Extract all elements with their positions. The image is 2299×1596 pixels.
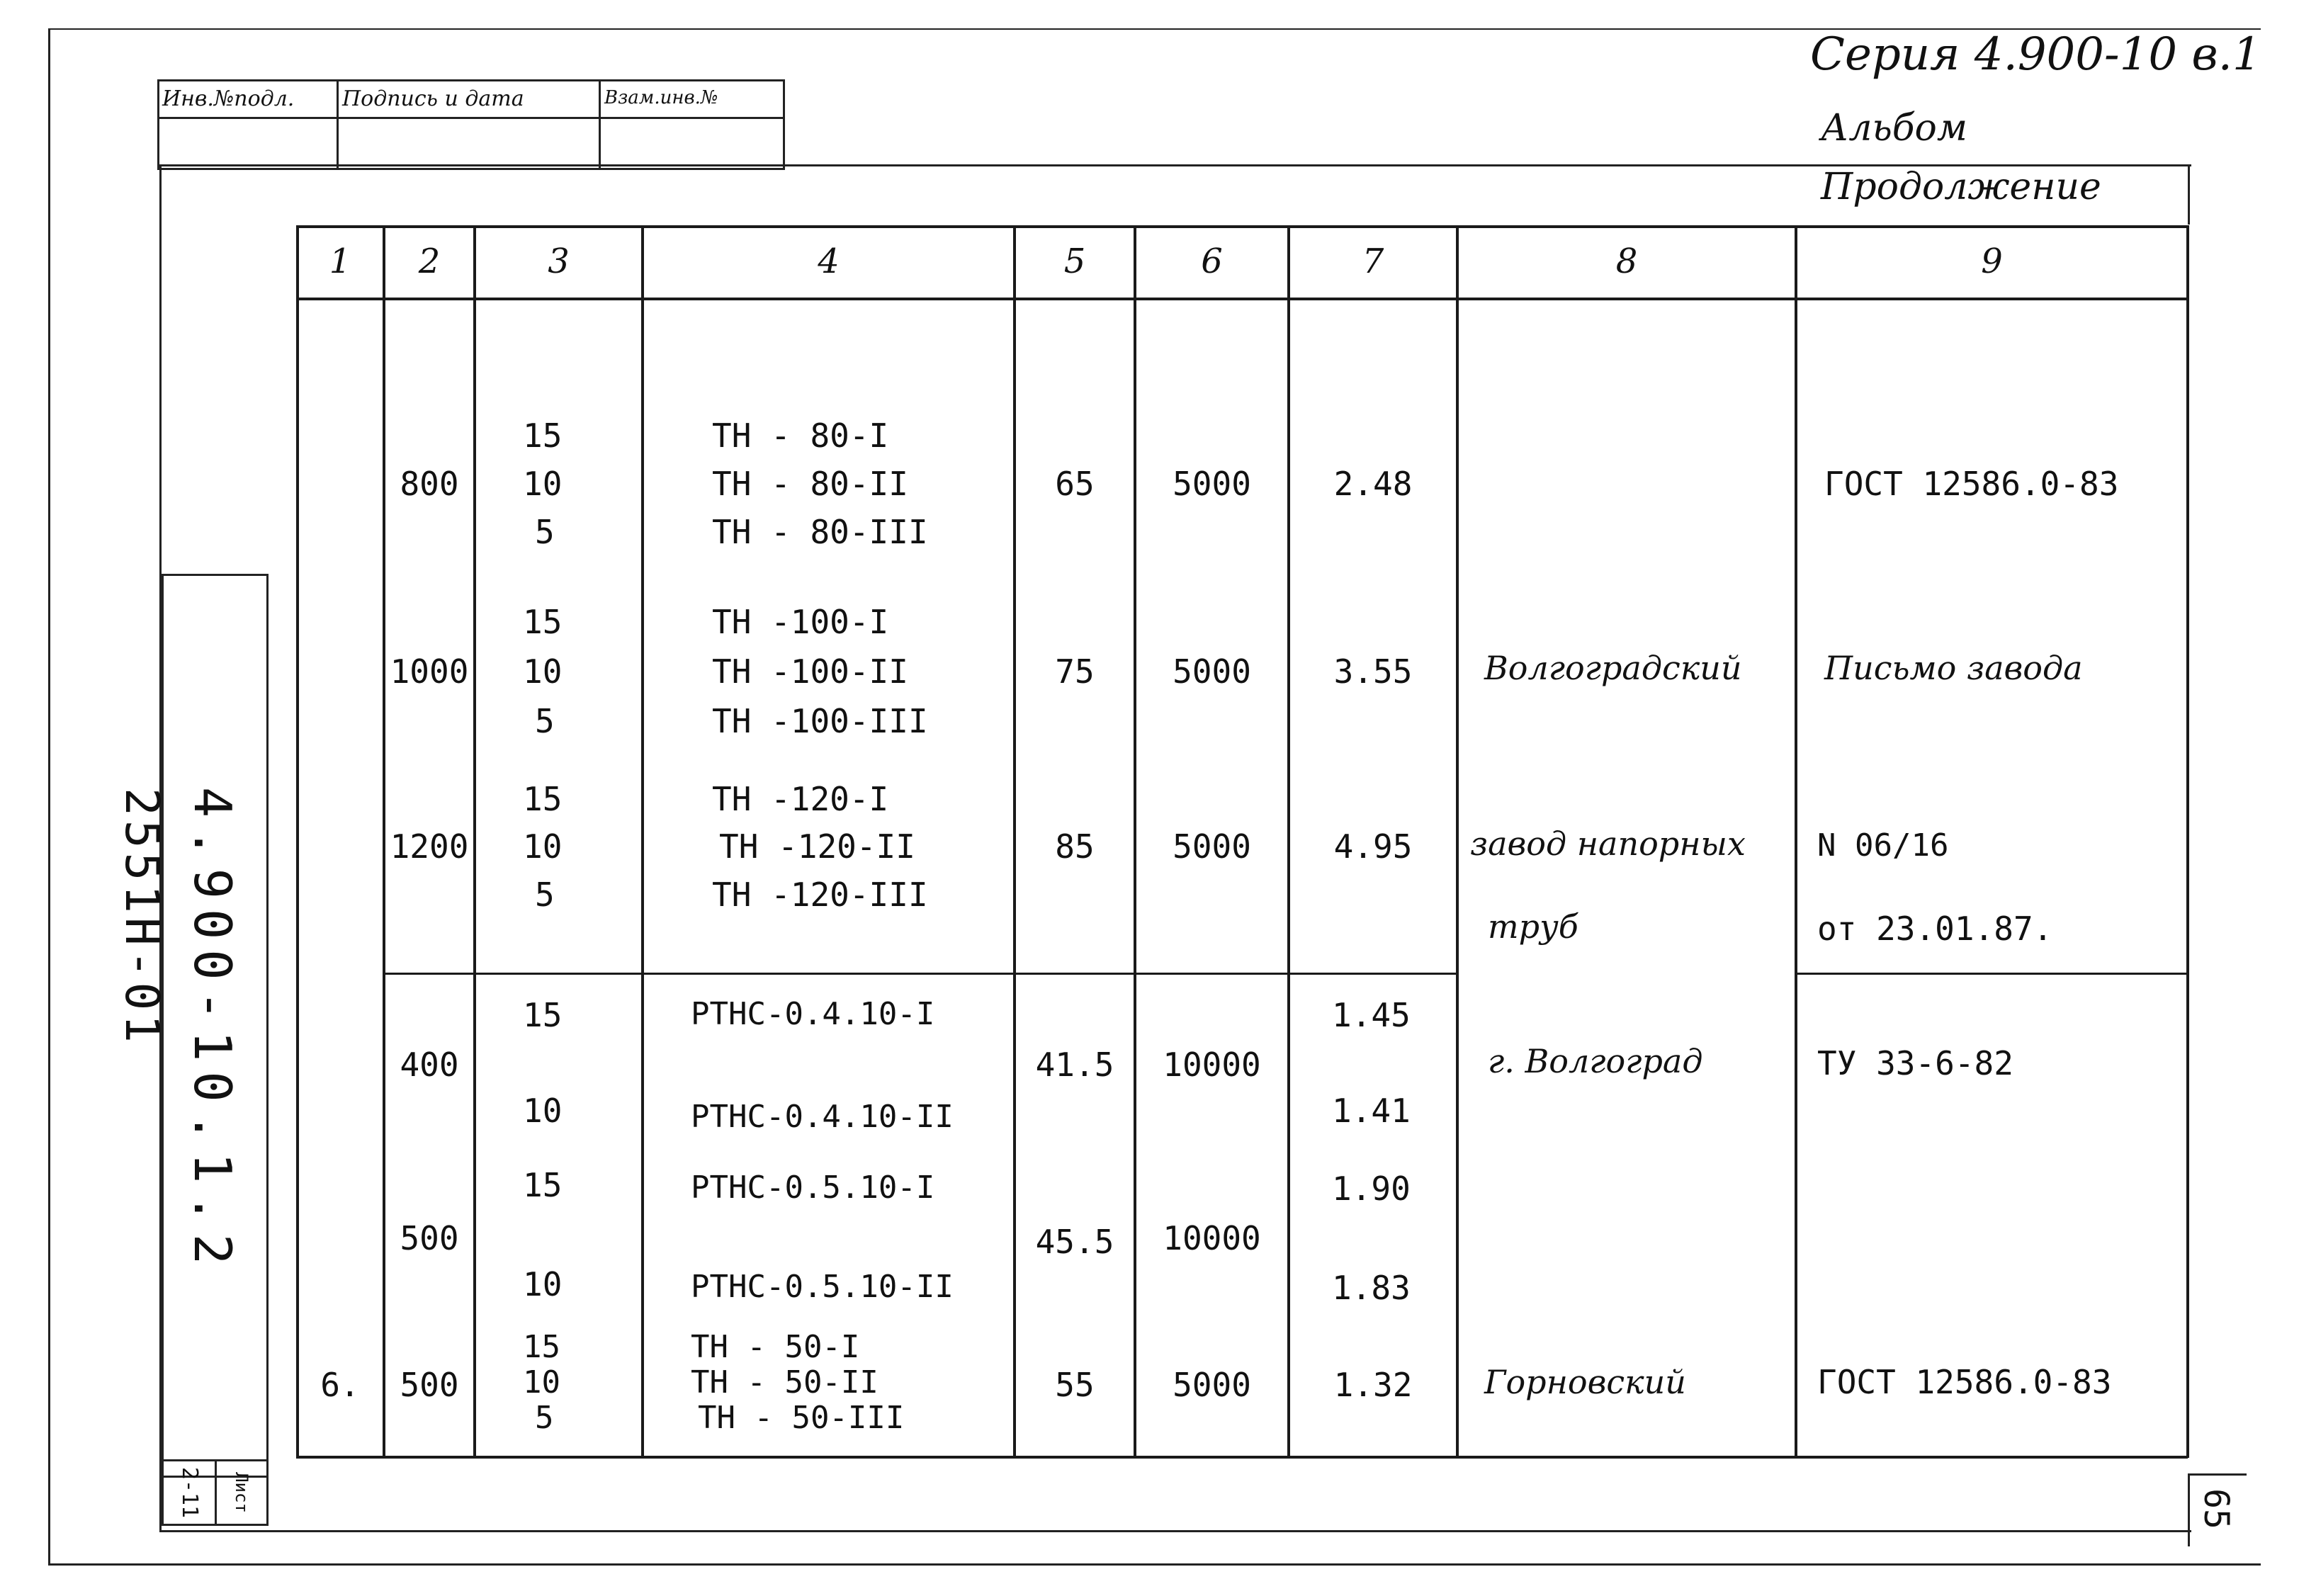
table-row-2-col4-a: ТН -100-I [712,603,889,641]
sheet-label: Лист [232,1472,252,1513]
table-row-4-col9: ТУ 33-6-82 [1817,1044,2013,1082]
table-row-5-col4-b: РТНС-0.5.10-II [691,1269,954,1305]
table-row-1-col4-c: ТН - 80-III [712,513,928,551]
table-row-4-col8: г. Волгоград [1488,1042,1703,1080]
table-row-6-col4-c: ТН - 50-III [698,1400,905,1436]
table-row-6-col4-a: ТН - 50-I [691,1329,860,1365]
table-row-1-col5: 65 [1055,465,1095,503]
table-row-3-col3-a: 15 [523,780,563,818]
table-row-3-col8-b: труб [1488,907,1578,946]
table-row-5-col3-a: 15 [523,1166,563,1204]
stamp-sign-label: Подпись и дата [342,86,524,111]
col-header-4: 4 [818,242,840,281]
table-row-5-col5: 45.5 [1035,1223,1114,1261]
page-number: 65 [2196,1488,2236,1529]
col-header-2: 2 [418,242,441,281]
table-row-2-col4-c: ТН -100-III [712,702,928,740]
table-row-4-col3-b: 10 [523,1092,563,1130]
table-row-2-col7: 3.55 [1333,652,1413,691]
table-row-2-col8: Волгоградский [1484,649,1742,687]
table-row-5-col4-a: РТНС-0.5.10-I [691,1170,935,1206]
table-row-3-col5: 85 [1055,827,1095,866]
table-row-3-col9-a: N 06/16 [1817,827,1949,864]
table-row-2-col4-b: ТН -100-II [712,652,908,691]
col-header-7: 7 [1362,242,1384,281]
table-row-5-col6: 10000 [1163,1219,1261,1257]
table-row-6-col9: ГОСТ 12586.0-83 [1817,1363,2112,1401]
table-row-3-col3-b: 10 [523,827,563,866]
table-row-2-col6: 5000 [1173,652,1251,691]
table-row-3-col6: 5000 [1173,827,1251,866]
table-row-3-col7: 4.95 [1333,827,1413,866]
col-header-6: 6 [1201,242,1223,281]
table-row-5-col3-b: 10 [523,1265,563,1303]
table-row-4-col2: 400 [400,1046,459,1084]
table-row-4-col7-a: 1.45 [1332,996,1411,1034]
table-row-6-col1: 6. [320,1366,360,1404]
table-row-2-col2: 1000 [390,652,469,691]
table-row-4-col6: 10000 [1163,1046,1261,1084]
table-row-1-col3-a: 15 [523,417,563,455]
table-row-6-col5: 55 [1055,1366,1095,1404]
col-header-9: 9 [1981,242,2003,281]
table-row-6-col3-c: 5 [535,1400,554,1436]
table-row-6-col3-a: 15 [523,1329,560,1365]
col-header-1: 1 [329,242,351,281]
table-row-4-col4-a: РТНС-0.4.10-I [691,996,935,1032]
series-label: Серия 4.900-10 в.1 [1810,28,2261,81]
table-row-1-col3-c: 5 [535,513,555,551]
table-row-5-col7-a: 1.90 [1332,1170,1411,1208]
album-label: Альбом [1821,107,1967,149]
table-row-1-col4-a: ТН - 80-I [712,417,889,455]
col-header-3: 3 [548,242,570,281]
table-row-3-col8-a: завод напорных [1470,825,1746,863]
sheet-value: 2-11 [177,1466,202,1519]
table-row-6-col6: 5000 [1173,1366,1251,1404]
continuation-label: Продолжение [1821,166,2101,208]
table-row-3-col4-a: ТН -120-I [712,780,889,818]
table-row-3-col4-b: ТН -120-II [719,827,915,866]
col-header-8: 8 [1615,242,1638,281]
table-row-2-col3-a: 15 [523,603,563,641]
table-row-4-col3-a: 15 [523,996,563,1034]
table-row-4-col7-b: 1.41 [1332,1092,1411,1130]
table-row-6-col4-b: ТН - 50-II [691,1364,879,1400]
col-header-5: 5 [1063,242,1086,281]
stamp-replace-label: Взам.инв.№ [604,87,718,108]
stamp-inv-label: Инв.№подл. [162,86,295,111]
table-row-1-col7: 2.48 [1333,465,1413,503]
table-row-1-col9: ГОСТ 12586.0-83 [1824,465,2119,503]
table-row-3-col3-c: 5 [535,876,555,914]
table-row-1-col4-b: ТН - 80-II [712,465,908,503]
table-row-5-col2: 500 [400,1219,459,1257]
table-row-6-col2: 500 [400,1366,459,1404]
table-row-3-col9-b: от 23.01.87. [1817,910,2053,948]
table-row-5-col7-b: 1.83 [1332,1269,1411,1307]
table-row-1-col3-b: 10 [523,465,563,503]
table-row-3-col2: 1200 [390,827,469,866]
table-row-4-col5: 41.5 [1035,1046,1114,1084]
table-row-6-col3-b: 10 [523,1364,560,1400]
table-row-6-col8: Горновский [1484,1363,1686,1401]
table-row-2-col3-c: 5 [535,702,555,740]
table-row-4-col4-b: РТНС-0.4.10-II [691,1099,954,1135]
table-row-1-col2: 800 [400,465,459,503]
table-row-2-col3-b: 10 [523,652,563,691]
table-row-3-col4-c: ТН -120-III [712,876,928,914]
table-row-2-col5: 75 [1055,652,1095,691]
table-row-6-col7: 1.32 [1333,1366,1413,1404]
table-row-2-col9: Письмо завода [1824,649,2083,687]
table-row-1-col6: 5000 [1173,465,1251,503]
